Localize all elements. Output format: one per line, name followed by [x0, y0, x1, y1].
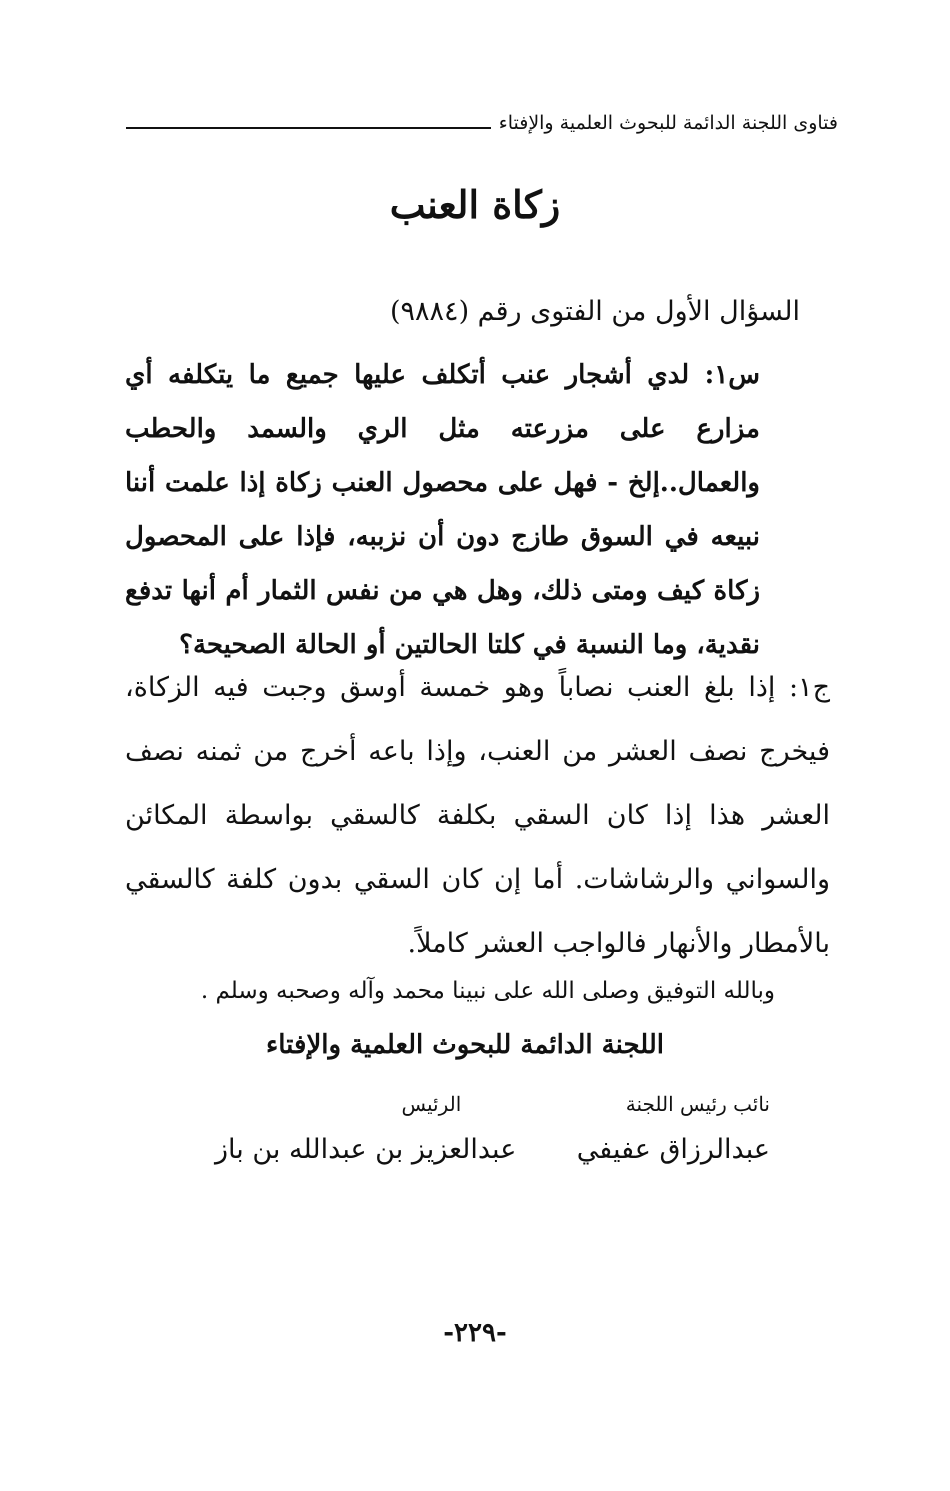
question-paragraph: س١: لدي أشجار عنب أتكلف عليها جميع ما يتكلفه أي مزارع على مزرعته مثل الري والسمد والحطب والعمال..إلخ - فهل على محصول العنب زكاة إذا علمت أننا نبيعه في السوق طازج دون أن نزببه، فإذا على المحصول زكاة كيف ومتى ذلك، وهل هي من نفس الثمار أم أنها تدفع نقدية، وما النسبة في كلتا الحالتين أو الحالة الصحيحة؟	[125, 360, 761, 660]
fatwa-question-intro: السؤال الأول من الفتوى رقم (٩٨٨٤)	[390, 296, 800, 327]
running-header	[126, 112, 838, 134]
header-rule	[126, 127, 491, 129]
signature-chairman	[215, 1092, 516, 1165]
signature-role: نائب رئيس اللجنة	[625, 1092, 770, 1116]
signature-deputy	[577, 1092, 770, 1165]
signature-name: عبدالرزاق عفيفي	[576, 1134, 770, 1165]
page-number: -٢٢٩-	[443, 1318, 507, 1348]
page-heading: زكاة العنب	[389, 182, 561, 227]
signature-block	[215, 1092, 770, 1165]
signature-name: عبدالعزيز بن عبدالله بن باز	[215, 1134, 517, 1165]
running-header-title: فتاوى اللجنة الدائمة للبحوث العلمية والإفتاء	[498, 112, 838, 134]
answer-paragraph: ج١: إذا بلغ العنب نصاباً وهو خمسة أوسق وجبت فيه الزكاة، فيخرج نصف العشر من العنب، وإذا باعه أخرج من ثمنه نصف العشر هذا إذا كان السقي بكلفة كالسقي بواسطة المكائن والسواني والرشاشات. أما إن كان السقي بدون كلفة كالسقي بالأمطار والأنهار فالواجب العشر كاملاً.	[125, 672, 830, 959]
closing-line: وبالله التوفيق وصلى الله على نبينا محمد وآله وصحبه وسلم .	[200, 978, 775, 1004]
committee-name: اللجنة الدائمة للبحوث العلمية والإفتاء	[266, 1030, 664, 1060]
signature-role: الرئيس	[401, 1092, 462, 1116]
